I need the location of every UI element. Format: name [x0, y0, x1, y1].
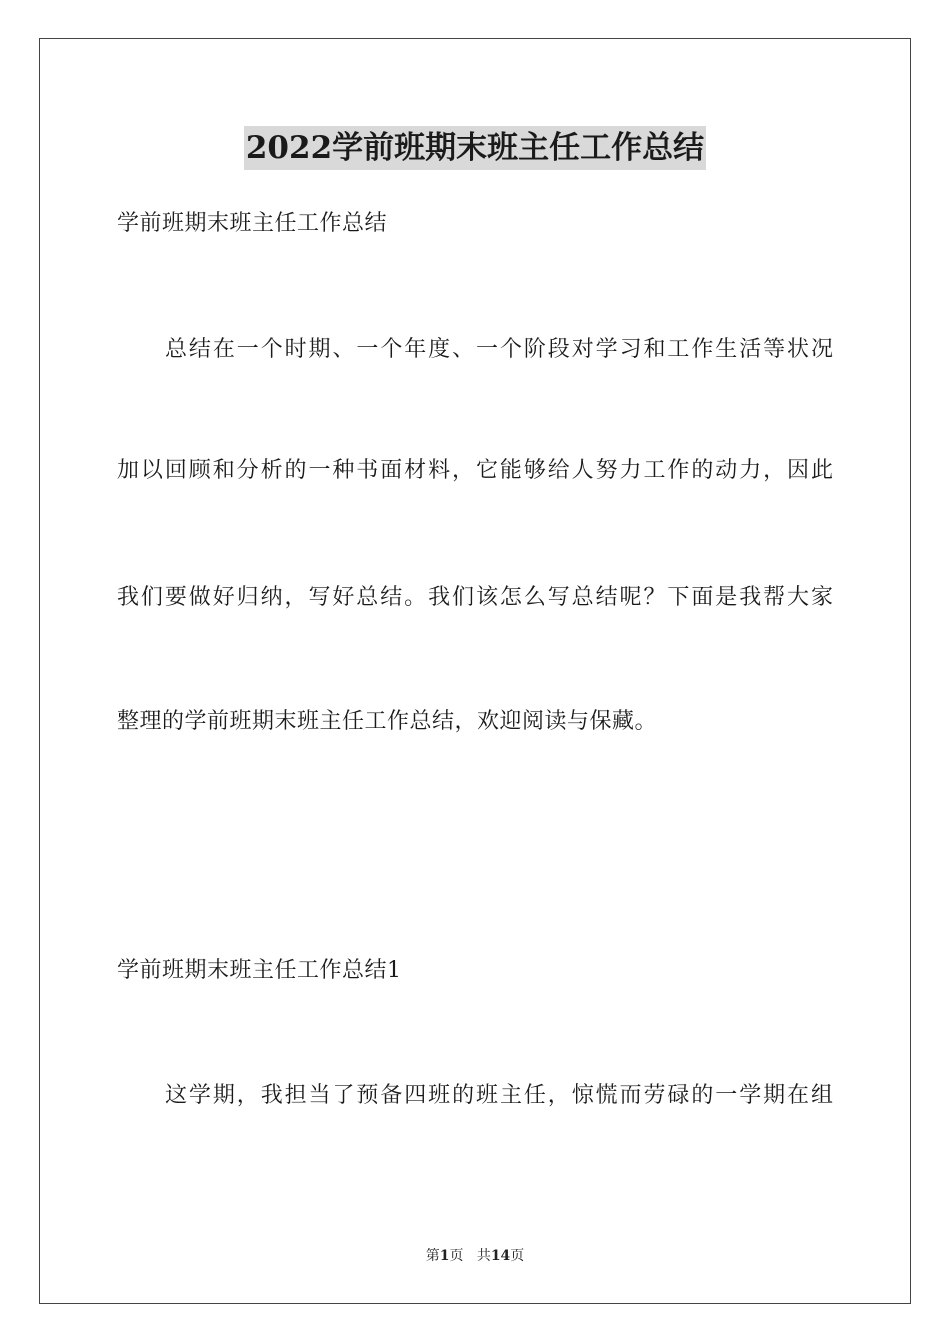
intro-line-4: 整理的学前班期末班主任工作总结，欢迎阅读与保藏。: [117, 709, 658, 734]
document-subtitle: 学前班期末班主任工作总结: [117, 211, 388, 236]
section-heading: 学前班期末班主任工作总结1: [117, 958, 402, 983]
page-footer: [0, 1246, 950, 1266]
footer-total-prefix: 共: [476, 1248, 491, 1264]
footer-page-suffix: 页: [449, 1248, 464, 1264]
footer-page-number: 1: [439, 1248, 450, 1264]
footer-total-suffix: 页: [510, 1248, 525, 1264]
section-line-1: 这学期，我担当了预备四班的班主任，惊慌而劳碌的一学期在组: [165, 1083, 833, 1108]
footer-total-pages: 14: [490, 1248, 511, 1264]
title-container: [0, 126, 950, 170]
document-title: 2022学前班期末班主任工作总结: [244, 126, 706, 170]
footer-page-prefix: 第: [425, 1248, 440, 1264]
intro-line-3: 我们要做好归纳，写好总结。我们该怎么写总结呢？下面是我帮大家: [117, 585, 833, 610]
intro-line-1: 总结在一个时期、一个年度、一个阶段对学习和工作生活等状况: [165, 337, 833, 362]
intro-line-2: 加以回顾和分析的一种书面材料，它能够给人努力工作的动力，因此: [117, 458, 833, 483]
